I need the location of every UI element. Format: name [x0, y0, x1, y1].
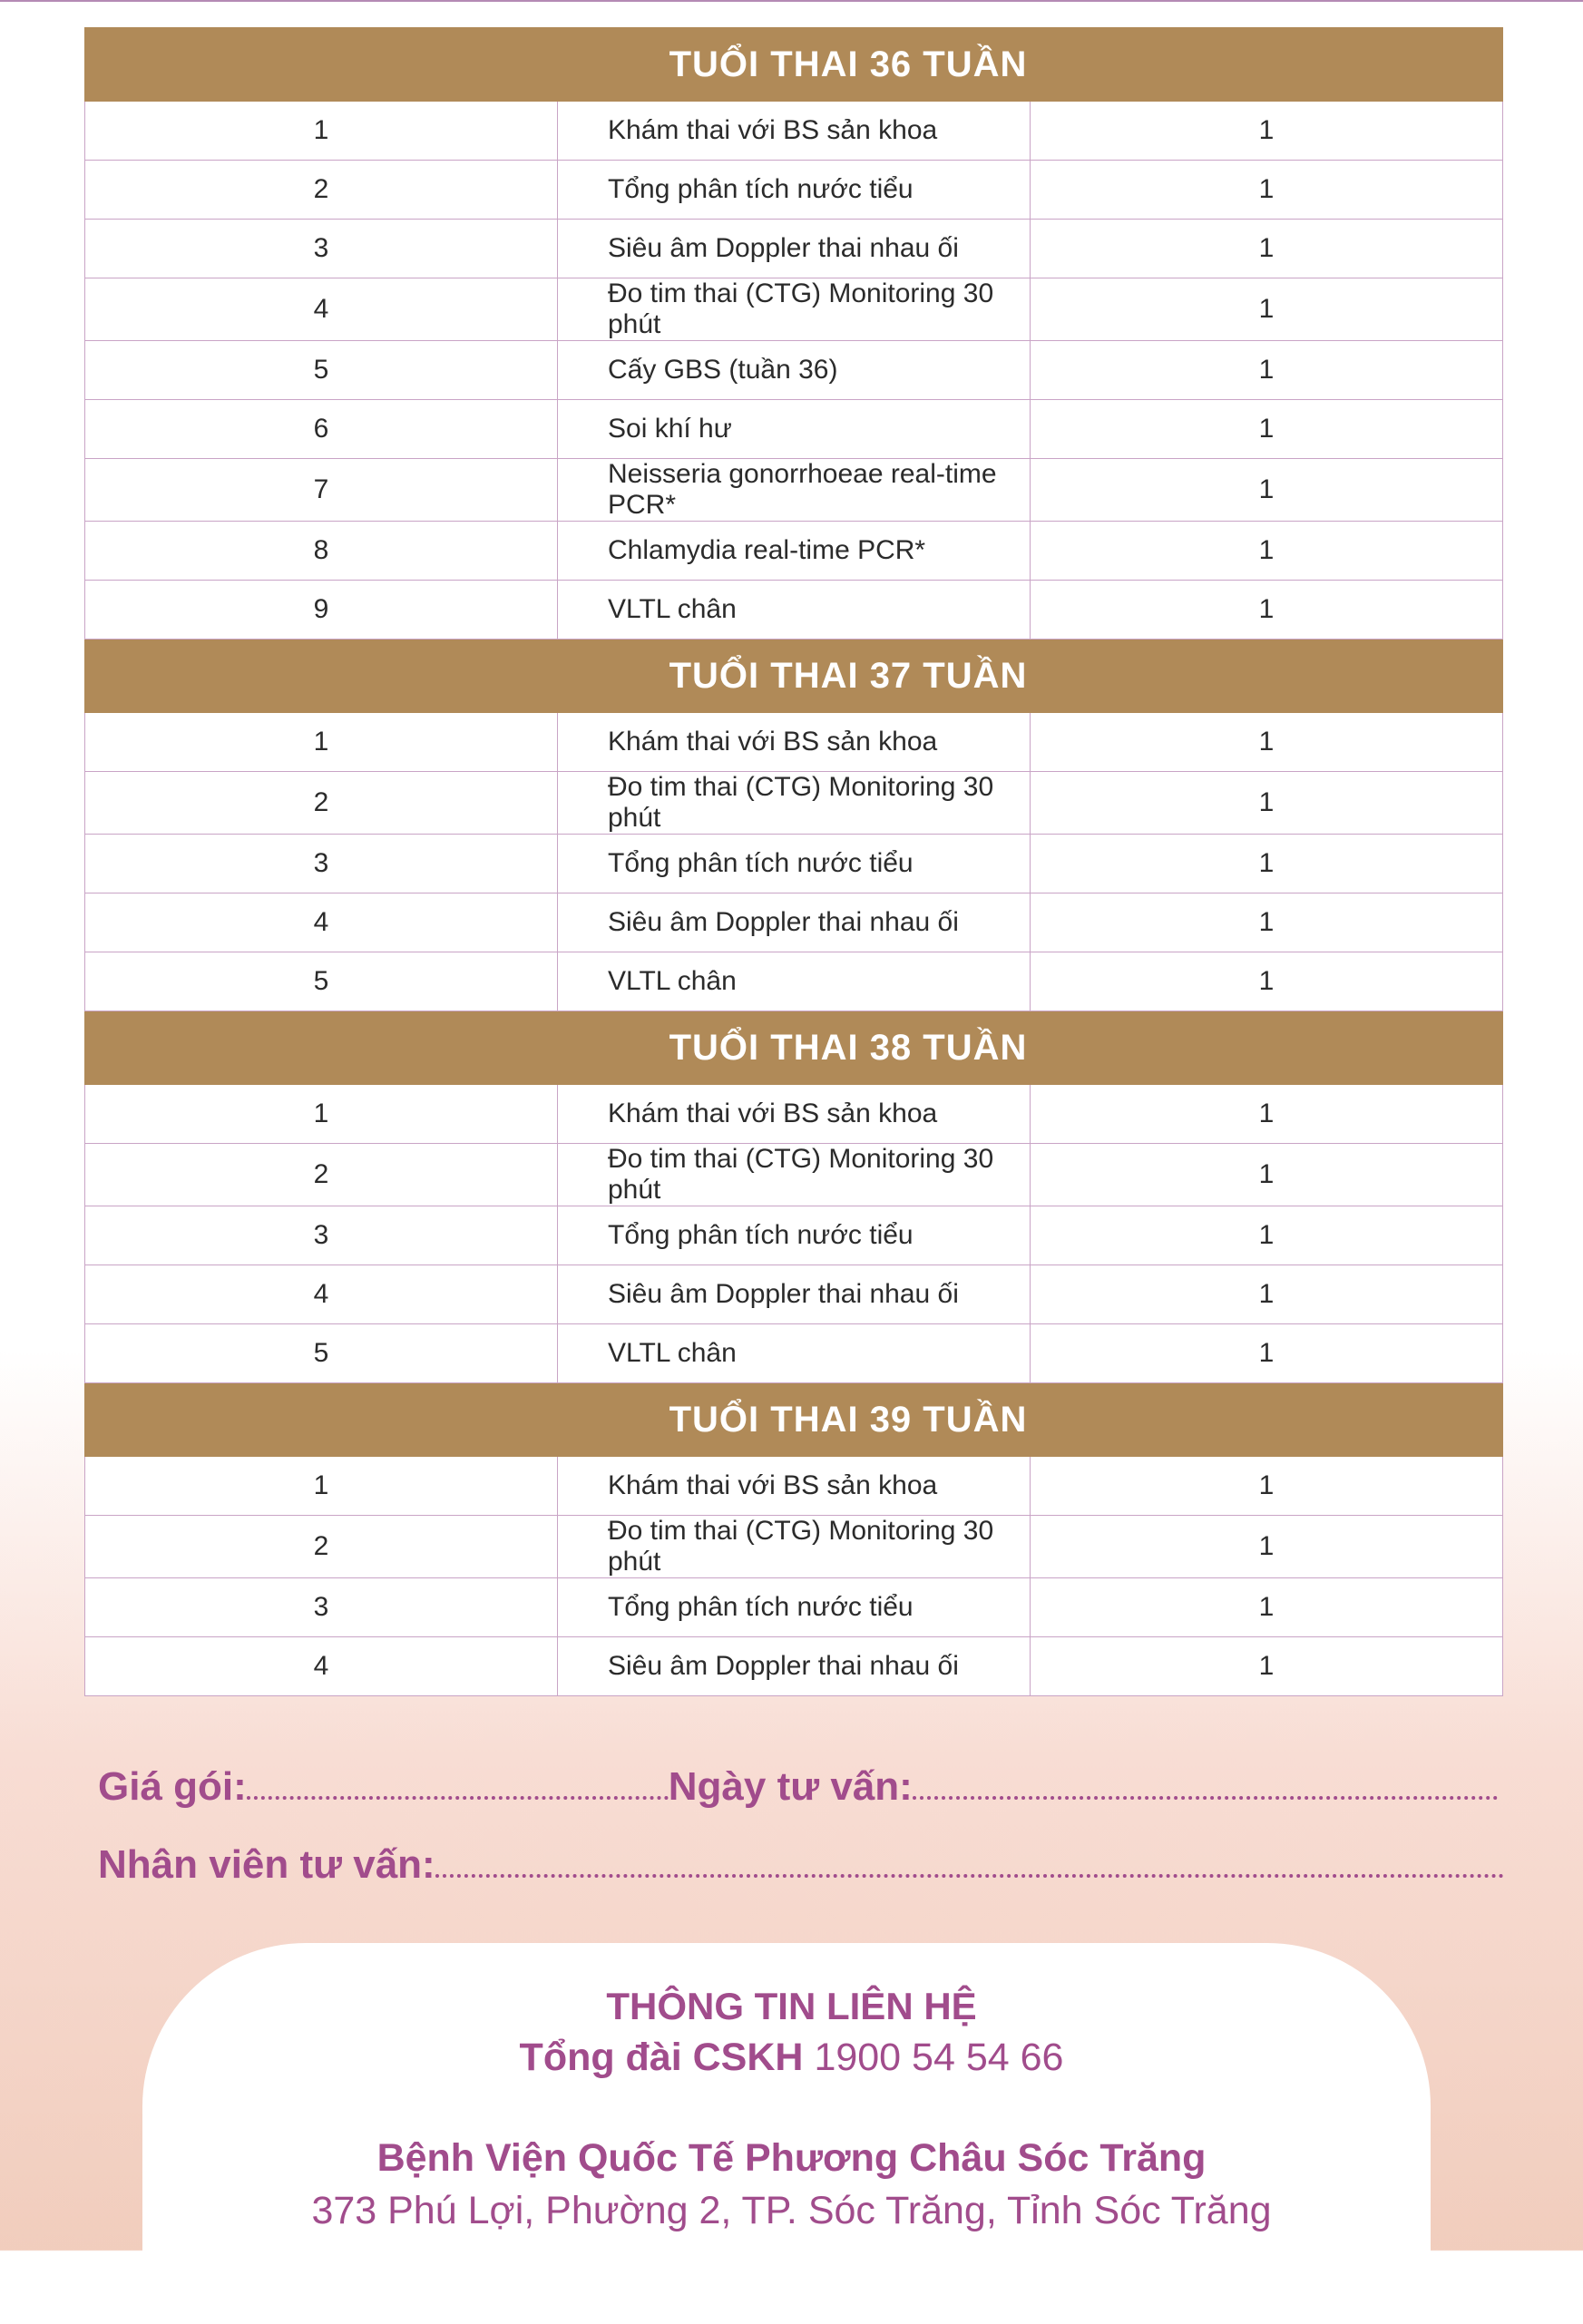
table-row [85, 1457, 1503, 1516]
row-number: 5 [85, 952, 558, 1011]
service-package-table-container [84, 27, 1503, 1696]
row-number: 2 [85, 1516, 558, 1578]
service-name: Khám thai với BS sản khoa [558, 1085, 1031, 1144]
service-name: Chlamydia real-time PCR* [558, 522, 1031, 581]
service-name: VLTL chân [558, 581, 1031, 640]
hospital-name: Bệnh Viện Quốc Tế Phương Châu Sóc Trăng [376, 2136, 1207, 2180]
row-number: 8 [85, 522, 558, 581]
section-title: TUỔI THAI 37 TUẦN [669, 655, 1028, 696]
service-quantity: 1 [1031, 1144, 1503, 1206]
service-name: Đo tim thai (CTG) Monitoring 30 phút [558, 278, 1031, 341]
table-row [85, 1578, 1503, 1637]
consult-staff-input-line[interactable] [435, 1843, 1504, 1878]
service-name: VLTL chân [558, 1324, 1031, 1383]
service-name: Soi khí hư [558, 400, 1031, 459]
service-name: Khám thai với BS sản khoa [558, 102, 1031, 161]
table-row [85, 713, 1503, 772]
service-name: Đo tim thai (CTG) Monitoring 30 phút [558, 1144, 1031, 1206]
row-number: 5 [85, 1324, 558, 1383]
service-package-table [84, 27, 1503, 1696]
service-quantity: 1 [1031, 400, 1503, 459]
service-quantity: 1 [1031, 220, 1503, 278]
row-number: 3 [85, 220, 558, 278]
service-quantity: 1 [1031, 1085, 1503, 1144]
table-body [85, 28, 1503, 1696]
service-quantity: 1 [1031, 713, 1503, 772]
row-number: 4 [85, 893, 558, 952]
service-quantity: 1 [1031, 1324, 1503, 1383]
service-quantity: 1 [1031, 581, 1503, 640]
section-header-row [85, 28, 1503, 102]
section-title: TUỔI THAI 39 TUẦN [669, 1399, 1028, 1440]
section-title: TUỔI THAI 36 TUẦN [669, 44, 1028, 84]
section-header-cell [85, 1383, 1503, 1457]
table-row [85, 1324, 1503, 1383]
price-and-date-line [98, 1764, 1498, 1810]
row-number: 9 [85, 581, 558, 640]
table-row [85, 835, 1503, 893]
table-row [85, 341, 1503, 400]
service-quantity: 1 [1031, 522, 1503, 581]
consult-staff-label: Nhân viên tư vấn: [98, 1842, 435, 1887]
section-header-cell [85, 1011, 1503, 1085]
hospital-address: 373 Phú Lợi, Phường 2, TP. Sóc Trăng, Tỉnh Sóc Trăng [311, 2189, 1272, 2232]
service-quantity: 1 [1031, 102, 1503, 161]
service-quantity: 1 [1031, 893, 1503, 952]
row-number: 1 [85, 1085, 558, 1144]
row-number: 3 [85, 1578, 558, 1637]
hotline-number[interactable]: 1900 54 54 66 [814, 2036, 1064, 2079]
row-number: 2 [85, 772, 558, 835]
row-number: 1 [85, 102, 558, 161]
table-row [85, 1144, 1503, 1206]
table-row [85, 278, 1503, 341]
table-row [85, 220, 1503, 278]
price-label: Giá gói: [98, 1764, 247, 1809]
service-quantity: 1 [1031, 1516, 1503, 1578]
row-number: 5 [85, 341, 558, 400]
service-name: Tổng phân tích nước tiểu [558, 835, 1031, 893]
service-name: Đo tim thai (CTG) Monitoring 30 phút [558, 1516, 1031, 1578]
price-input-line[interactable] [247, 1765, 669, 1800]
section-header-row [85, 1383, 1503, 1457]
table-row [85, 459, 1503, 522]
service-name: Tổng phân tích nước tiểu [558, 1578, 1031, 1637]
service-quantity: 1 [1031, 341, 1503, 400]
row-number: 2 [85, 1144, 558, 1206]
table-row [85, 772, 1503, 835]
row-number: 4 [85, 1265, 558, 1324]
row-number: 4 [85, 1637, 558, 1696]
section-header-row [85, 640, 1503, 713]
service-name: Neisseria gonorrhoeae real-time PCR* [558, 459, 1031, 522]
service-name: Siêu âm Doppler thai nhau ối [558, 220, 1031, 278]
consult-date-input-line[interactable] [913, 1765, 1498, 1800]
service-name: Khám thai với BS sản khoa [558, 1457, 1031, 1516]
table-row [85, 1516, 1503, 1578]
row-number: 2 [85, 161, 558, 220]
service-quantity: 1 [1031, 952, 1503, 1011]
row-number: 6 [85, 400, 558, 459]
hotline-label: Tổng đài CSKH [519, 2036, 804, 2079]
table-row [85, 161, 1503, 220]
service-quantity: 1 [1031, 459, 1503, 522]
table-row [85, 581, 1503, 640]
consult-date-label: Ngày tư vấn: [668, 1764, 913, 1809]
service-name: Siêu âm Doppler thai nhau ối [558, 893, 1031, 952]
row-number: 4 [85, 278, 558, 341]
service-quantity: 1 [1031, 835, 1503, 893]
table-row [85, 102, 1503, 161]
service-quantity: 1 [1031, 772, 1503, 835]
service-quantity: 1 [1031, 1637, 1503, 1696]
table-row [85, 1265, 1503, 1324]
service-quantity: 1 [1031, 278, 1503, 341]
row-number: 1 [85, 1457, 558, 1516]
section-header-row [85, 1011, 1503, 1085]
row-number: 3 [85, 1206, 558, 1265]
service-name: Đo tim thai (CTG) Monitoring 30 phút [558, 772, 1031, 835]
service-name: Siêu âm Doppler thai nhau ối [558, 1265, 1031, 1324]
contact-title: THÔNG TIN LIÊN HỆ [606, 1985, 977, 2027]
service-name: Tổng phân tích nước tiểu [558, 161, 1031, 220]
row-number: 7 [85, 459, 558, 522]
service-quantity: 1 [1031, 161, 1503, 220]
row-number: 1 [85, 713, 558, 772]
service-quantity: 1 [1031, 1206, 1503, 1265]
service-quantity: 1 [1031, 1265, 1503, 1324]
service-name: Tổng phân tích nước tiểu [558, 1206, 1031, 1265]
table-row [85, 400, 1503, 459]
table-row [85, 1206, 1503, 1265]
service-quantity: 1 [1031, 1457, 1503, 1516]
service-name: Khám thai với BS sản khoa [558, 713, 1031, 772]
section-title: TUỔI THAI 38 TUẦN [669, 1027, 1028, 1068]
service-name: VLTL chân [558, 952, 1031, 1011]
table-row [85, 522, 1503, 581]
service-name: Siêu âm Doppler thai nhau ối [558, 1637, 1031, 1696]
table-row [85, 952, 1503, 1011]
section-header-cell [85, 640, 1503, 713]
table-row [85, 1085, 1503, 1144]
table-row [85, 1637, 1503, 1696]
staff-line [98, 1842, 1504, 1888]
section-header-cell [85, 28, 1503, 102]
service-name: Cấy GBS (tuần 36) [558, 341, 1031, 400]
table-row [85, 893, 1503, 952]
top-border-line [0, 0, 1583, 2]
service-quantity: 1 [1031, 1578, 1503, 1637]
row-number: 3 [85, 835, 558, 893]
hotline [0, 2036, 1583, 2080]
